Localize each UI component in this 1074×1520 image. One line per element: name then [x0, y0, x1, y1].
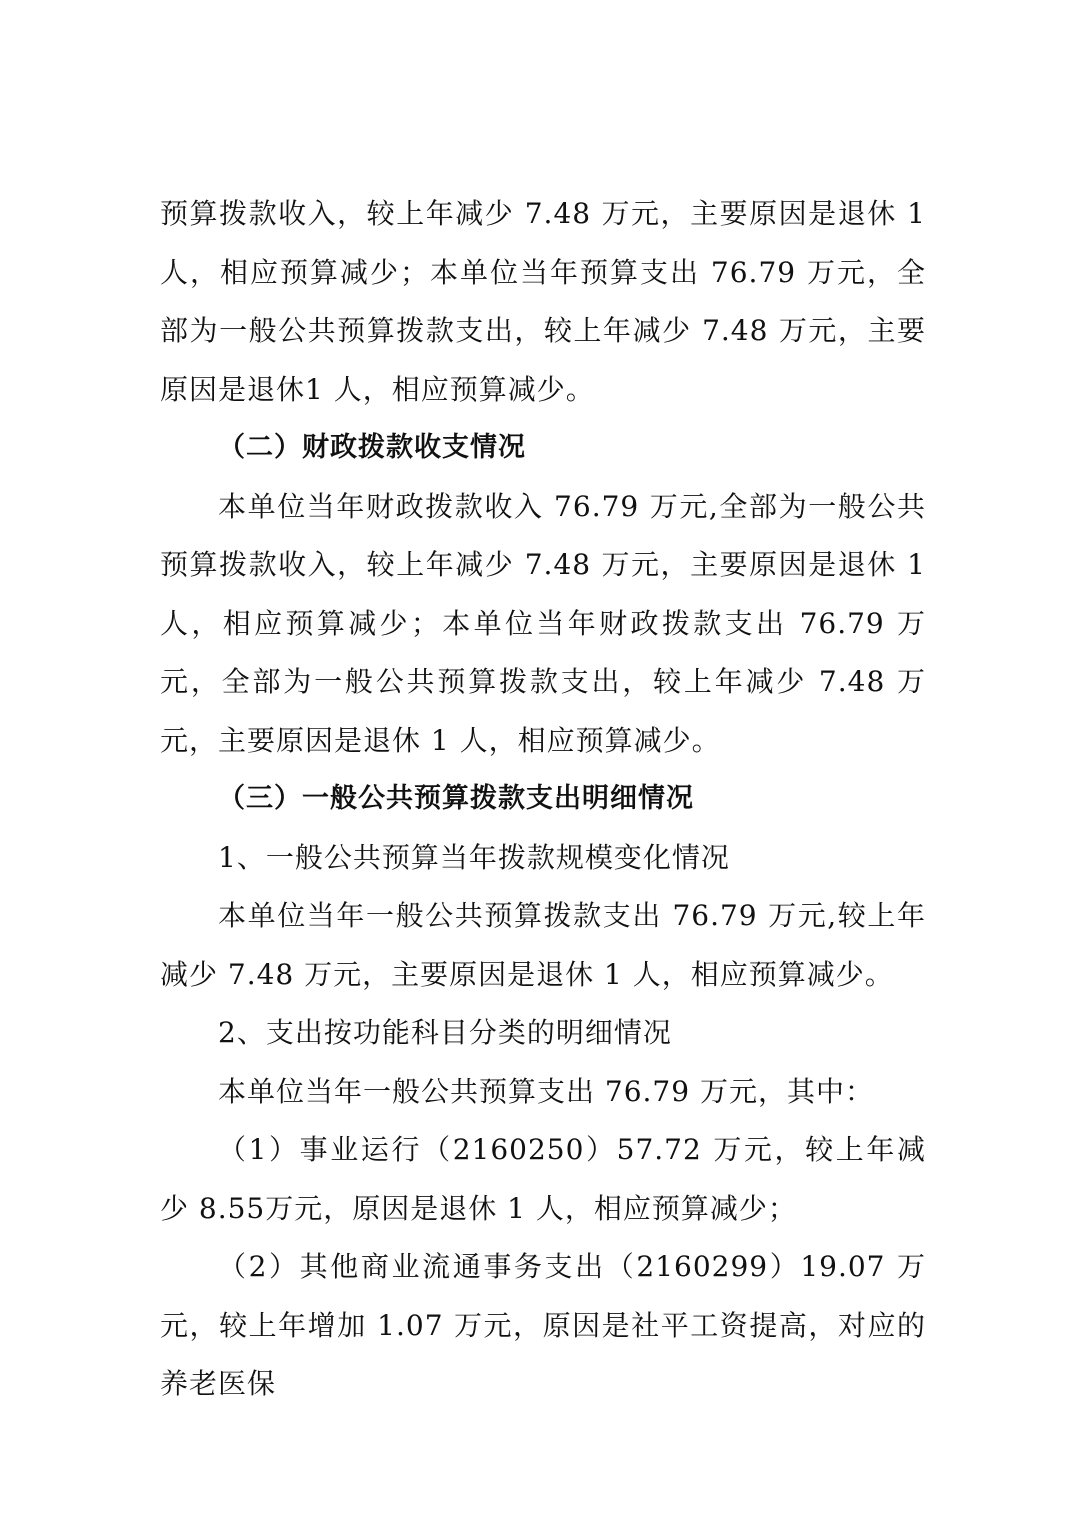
subheading-2: 2、支出按功能科目分类的明细情况: [218, 1016, 672, 1049]
paragraph-fiscal-appropriation: 本单位当年财政拨款收入 76.79 万元,全部为一般公共预算拨款收入，较上年减少 7.48 万元，主要原因是退休 1 人，相应预算减少；本单位当年财政拨款支出 76.79 万元，全部为一般公共预算拨款支出，较上年减少 7.48 万元，主要原因是退休 1 人，相应预算减少。: [160, 489, 926, 757]
paragraph-scale-change: 本单位当年一般公共预算拨款支出 76.79 万元,较上年减少 7.48 万元，主要原因是退休 1 人，相应预算减少。: [160, 899, 926, 991]
list-item-1: （1）事业运行（2160250）57.72 万元，较上年减少 8.55万元，原因是退休 1 人，相应预算减少；: [160, 1133, 926, 1225]
list-item-2: （2）其他商业流通事务支出（2160299）19.07 万元，较上年增加 1.07 万元，原因是社平工资提高，对应的养老医保: [160, 1250, 926, 1400]
document-body: [160, 185, 926, 1414]
paragraph-budget-summary: 预算拨款收入，较上年减少 7.48 万元，主要原因是退休 1 人，相应预算减少；本单位当年预算支出 76.79 万元，全部为一般公共预算拨款支出，较上年减少 7.48 万元，主要原因是退休1 人，相应预算减少。: [160, 197, 926, 406]
section-heading-2: （二）财政拨款收支情况: [218, 432, 526, 463]
paragraph-expenditure-total: 本单位当年一般公共预算支出 76.79 万元，其中：: [218, 1074, 874, 1108]
subheading-1: 1、一般公共预算当年拨款规模变化情况: [218, 840, 730, 874]
section-heading-3: （三）一般公共预算拨款支出明细情况: [218, 783, 694, 814]
